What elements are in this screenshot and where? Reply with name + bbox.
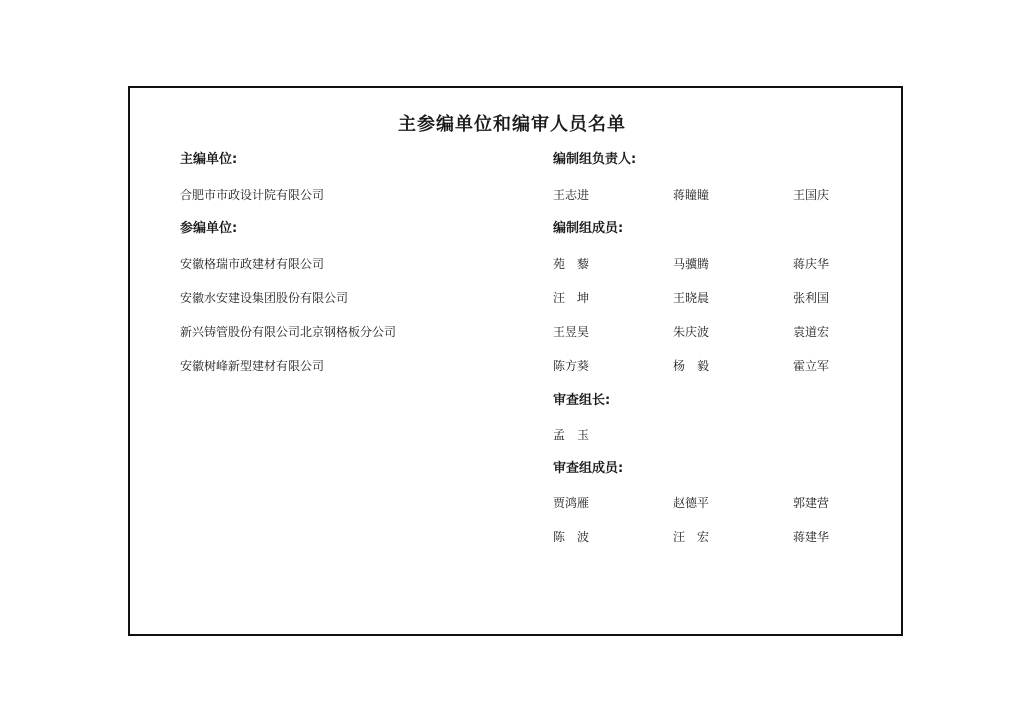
member-name: 蒋庆华: [793, 257, 830, 271]
review-leader-heading: 审查组长:: [553, 393, 611, 408]
member-name: 杨 毅: [673, 359, 710, 373]
member-name: 苑 藜: [553, 257, 590, 271]
review-members-heading: 审查组成员:: [553, 461, 624, 476]
member-name: 张利国: [793, 291, 830, 305]
member-name: 袁道宏: [793, 325, 830, 339]
leader-name: 王志进: [553, 188, 590, 202]
page-title: 主参编单位和编审人员名单: [398, 114, 626, 135]
editorial-members-heading: 编制组成员:: [553, 221, 624, 236]
member-name: 王晓晨: [673, 291, 710, 305]
member-name: 陈方葵: [553, 359, 590, 373]
review-member-name: 郭建营: [793, 496, 830, 510]
member-name: 朱庆波: [673, 325, 710, 339]
participating-unit: 新兴铸管股份有限公司北京钢格板分公司: [180, 325, 397, 339]
review-member-name: 赵德平: [673, 496, 710, 510]
chief-editor-heading: 主编单位:: [180, 152, 238, 167]
participating-unit: 安徽格瑞市政建材有限公司: [180, 257, 325, 271]
participating-unit: 安徽树峰新型建材有限公司: [180, 359, 325, 373]
review-leader-name: 孟 玉: [553, 428, 590, 442]
member-name: 汪 坤: [553, 291, 590, 305]
leader-name: 王国庆: [793, 188, 830, 202]
member-name: 霍立军: [793, 359, 830, 373]
member-name: 王昱昊: [553, 325, 590, 339]
review-member-name: 汪 宏: [673, 530, 710, 544]
leader-name: 蒋瞳瞳: [673, 188, 710, 202]
review-member-name: 贾鸿雁: [553, 496, 590, 510]
editorial-leaders-heading: 编制组负责人:: [553, 152, 637, 167]
review-member-name: 陈 波: [553, 530, 590, 544]
member-name: 马骥腾: [673, 257, 710, 271]
review-member-name: 蒋建华: [793, 530, 830, 544]
participating-unit: 安徽水安建设集团股份有限公司: [180, 291, 349, 305]
participating-units-heading: 参编单位:: [180, 221, 238, 236]
chief-editor-unit: 合肥市市政设计院有限公司: [180, 188, 325, 202]
